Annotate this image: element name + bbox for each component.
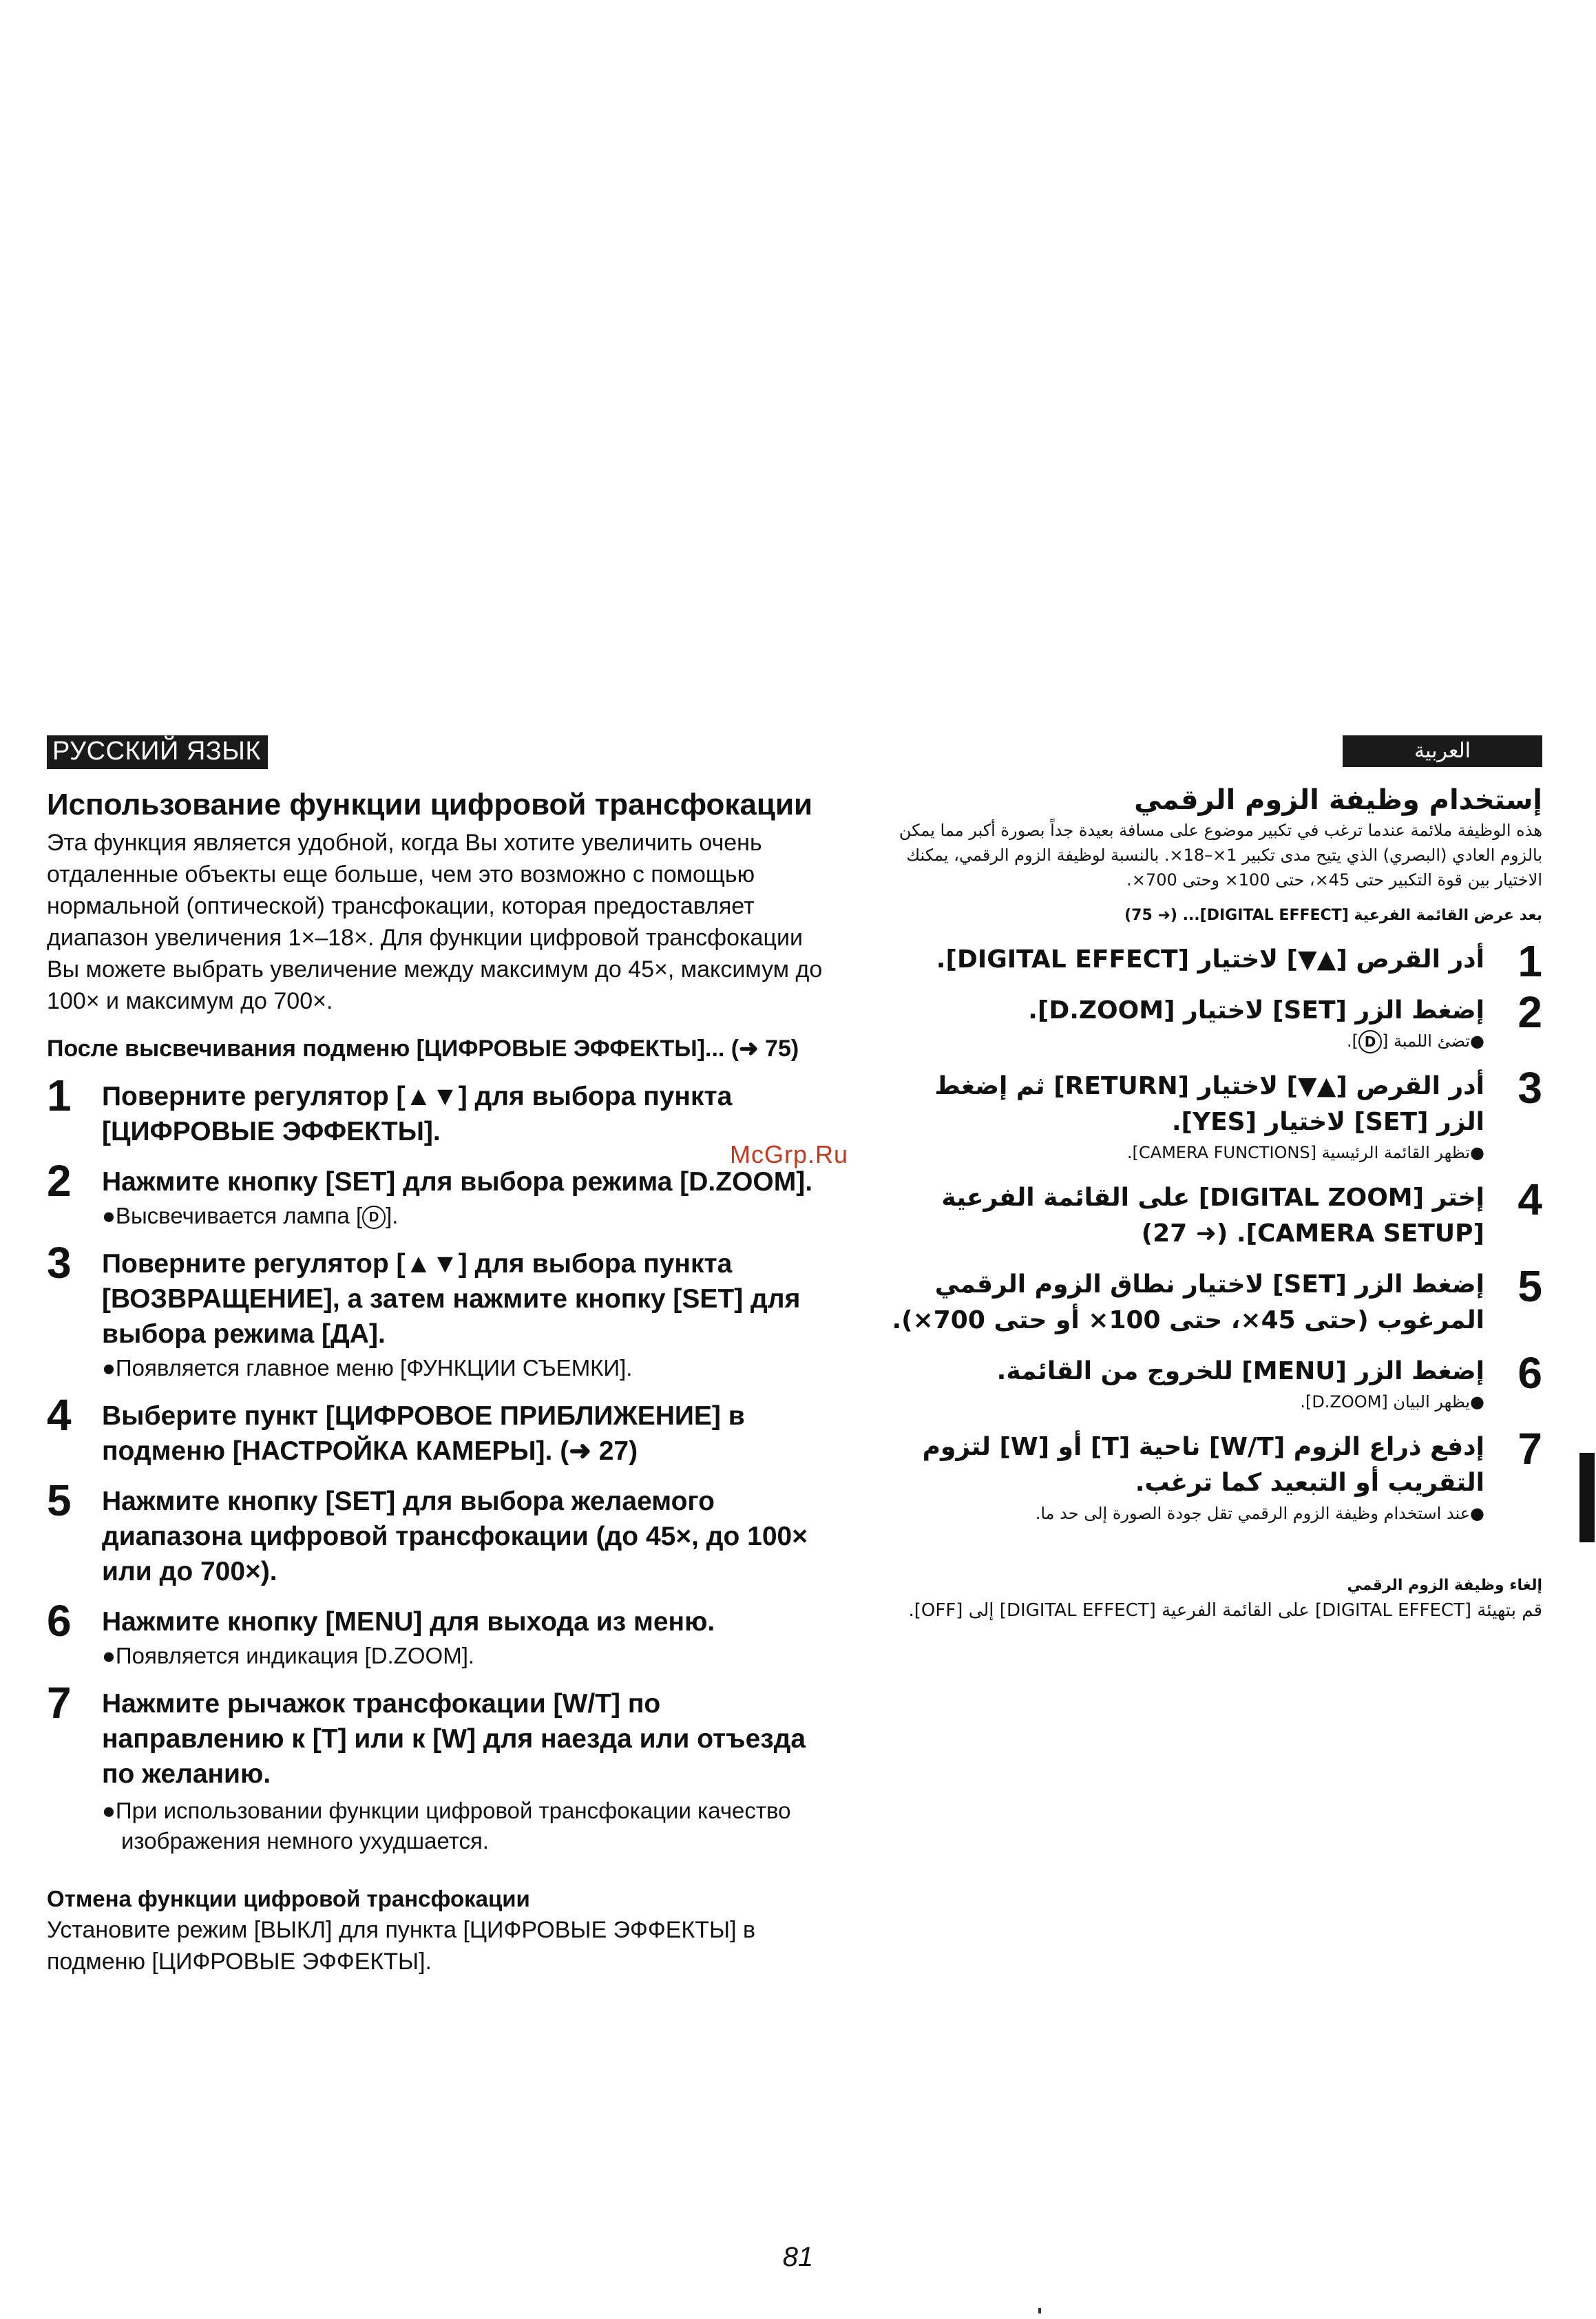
cancel-text: Установите режим [ВЫКЛ] для пункта [ЦИФРОВЫЕ ЭФФЕКТЫ] в подменю [ЦИФРОВЫЕ ЭФФЕКТЫ]. <box>47 1917 756 1975</box>
step-3 <box>47 1238 825 1383</box>
watermark: McGrp.Ru <box>730 1140 849 1168</box>
step-text: إضغط الزر [SET] لاختيار [D.ZOOM]. <box>1028 996 1484 1025</box>
scan-mark <box>1038 2308 1041 2313</box>
step-number: 5 <box>47 1476 72 1525</box>
step-6 <box>47 1596 825 1671</box>
cancel-title: إلغاء وظيفة الزوم الرقمي <box>1347 1577 1542 1594</box>
arabic-column <box>888 735 1542 1624</box>
step-text: Нажмите кнопку [SET] для выбора желаемого диапазона цифровой трансфокации (до 45×, до 100× или до 700×). <box>102 1487 808 1586</box>
step-5 <box>888 1261 1542 1339</box>
step-number: 1 <box>47 1071 72 1120</box>
d-lamp-icon: D <box>1358 1030 1382 1053</box>
step-4 <box>888 1175 1542 1252</box>
step-6 <box>888 1348 1542 1414</box>
step-text: Нажмите рычажок трансфокации [W/T] по направлению к [T] или к [W] для наезда или отъезда по желанию. <box>102 1689 806 1789</box>
step-5 <box>47 1476 825 1589</box>
step-note: ●Появляется главное меню [ФУНКЦИИ СЪЕМКИ]. <box>102 1355 633 1381</box>
language-tab-russian: РУССКИЙ ЯЗЫК <box>47 735 268 769</box>
step-number: 6 <box>1518 1348 1542 1398</box>
step-text: أدر القرص [▲▼] لاختيار [DIGITAL EFFECT]. <box>936 945 1484 974</box>
step-text: إدفع ذراع الزوم [W/T] ناحية [T] أو [W] لتزوم التقريب أو التبعيد كما ترغب. <box>922 1433 1484 1497</box>
step-1 <box>47 1071 825 1149</box>
section-title: Использование функции цифровой трансфокации <box>47 788 813 821</box>
note-text: ]. <box>386 1203 399 1228</box>
step-note <box>888 1029 1484 1053</box>
step-number: 7 <box>47 1678 72 1728</box>
intro-paragraph: Эта функция является удобной, когда Вы хотите увеличить очень отдаленные объекты еще больше, чем это возможно с помощью нормальной (оптической) трансфокации, которая предоставляет диапазон увеличения 1×–18×. Для функции цифровой трансфокации Вы можете выбрать увеличение между максимум до 45×, максимум до 100× и максимум до 700×. <box>47 830 823 1014</box>
step-note: ●При использовании функции цифровой трансфокации качество изображения немного ухудшается. <box>102 1798 791 1854</box>
note-text: ●Высвечивается лампа [ <box>102 1203 363 1228</box>
step-number: 7 <box>1518 1424 1542 1473</box>
step-text: Поверните регулятор [▲▼] для выбора пункта [ВОЗВРАЩЕНИЕ], а затем нажмите кнопку [SET] для выбора режима [ДА]. <box>102 1249 801 1349</box>
step-text: أدر القرص [▲▼] لاختيار [RETURN] ثم إضغط الزر [SET] لاختيار [YES]. <box>934 1072 1484 1136</box>
d-lamp-icon: D <box>362 1206 386 1229</box>
step-1 <box>888 936 1542 986</box>
step-number: 2 <box>1518 987 1542 1037</box>
step-7 <box>888 1424 1542 1526</box>
step-note: ●يظهر البيان [D.ZOOM]. <box>1300 1392 1484 1412</box>
cancel-text: قم بتهيئة [DIGITAL EFFECT] على القائمة الفرعية [DIGITAL EFFECT] إلى [OFF]. <box>908 1600 1542 1621</box>
section-title: إستخدام وظيفة الزوم الرقمي <box>1134 784 1542 816</box>
step-number: 6 <box>47 1596 72 1646</box>
step-text: إضغط الزر [MENU] للخروج من القائمة. <box>996 1357 1484 1385</box>
step-text: Поверните регулятор [▲▼] для выбора пункта [ЦИФРОВЫЕ ЭФФЕКТЫ]. <box>102 1082 733 1146</box>
step-text: Нажмите кнопку [SET] для выбора режима [D.ZOOM]. <box>102 1167 813 1197</box>
step-note: ●عند استخدام وظيفة الزوم الرقمي تقل جودة الصورة إلى حد ما. <box>1035 1504 1484 1523</box>
step-note: ●Появляется индикация [D.ZOOM]. <box>102 1643 475 1668</box>
step-4 <box>47 1390 825 1469</box>
subheading: بعد عرض القائمة الفرعية [DIGITAL EFFECT]... (➜ 75) <box>1124 907 1542 924</box>
note-text: ●تضئ اللمبة [ <box>1382 1031 1484 1051</box>
step-note: ●تظهر القائمة الرئيسية [CAMERA FUNCTIONS]. <box>1126 1143 1484 1162</box>
step-text: Выберите пункт [ЦИФРОВОЕ ПРИБЛИЖЕНИЕ] в подменю [НАСТРОЙКА КАМЕРЫ]. (➜ 27) <box>102 1401 745 1466</box>
step-number: 1 <box>1518 936 1542 986</box>
subheading: После высвечивания подменю [ЦИФРОВЫЕ ЭФФЕКТЫ]... (➜ 75) <box>47 1036 799 1062</box>
step-number: 5 <box>1518 1261 1542 1311</box>
note-text: ]. <box>1347 1031 1359 1051</box>
step-text: إضغط الزر [SET] لاختيار نطاق الزوم الرقمي المرغوب (حتى 45×، حتى 100× أو حتى 700×). <box>892 1270 1484 1334</box>
step-3 <box>888 1063 1542 1165</box>
section-edge-marker <box>1579 1453 1595 1542</box>
step-text: إختر [DIGITAL ZOOM] على القائمة الفرعية [CAMERA SETUP]. (➜ 27) <box>941 1184 1484 1248</box>
step-note <box>102 1201 825 1231</box>
step-7 <box>47 1678 825 1856</box>
step-number: 2 <box>47 1156 72 1206</box>
step-2 <box>888 987 1542 1053</box>
step-number: 3 <box>1518 1063 1542 1113</box>
language-tab-arabic: العربية <box>1343 735 1542 767</box>
step-text: Нажмите кнопку [MENU] для выхода из меню. <box>102 1607 715 1637</box>
page-number: 81 <box>782 2242 814 2272</box>
step-2 <box>47 1156 825 1231</box>
step-number: 4 <box>47 1390 72 1440</box>
step-number: 3 <box>47 1238 72 1288</box>
cancel-title: Отмена функции цифровой трансфокации <box>47 1886 530 1911</box>
language-tab-wrap <box>888 735 1542 767</box>
step-number: 4 <box>1518 1175 1542 1224</box>
intro-paragraph: هذه الوظيفة ملائمة عندما ترغب في تكبير موضوع على مسافة بعيدة جداً بصورة أكبر مما يمكن بالزوم العادي (البصري) الذي يتيح مدى تكبير 1×–18×. بالنسبة لوظيفة الزوم الرقمي، يمكنك الاختيار بين قوة التكبير حتى 45×، حتى 100× وحتى 700×. <box>899 821 1542 890</box>
russian-column <box>47 735 825 1977</box>
